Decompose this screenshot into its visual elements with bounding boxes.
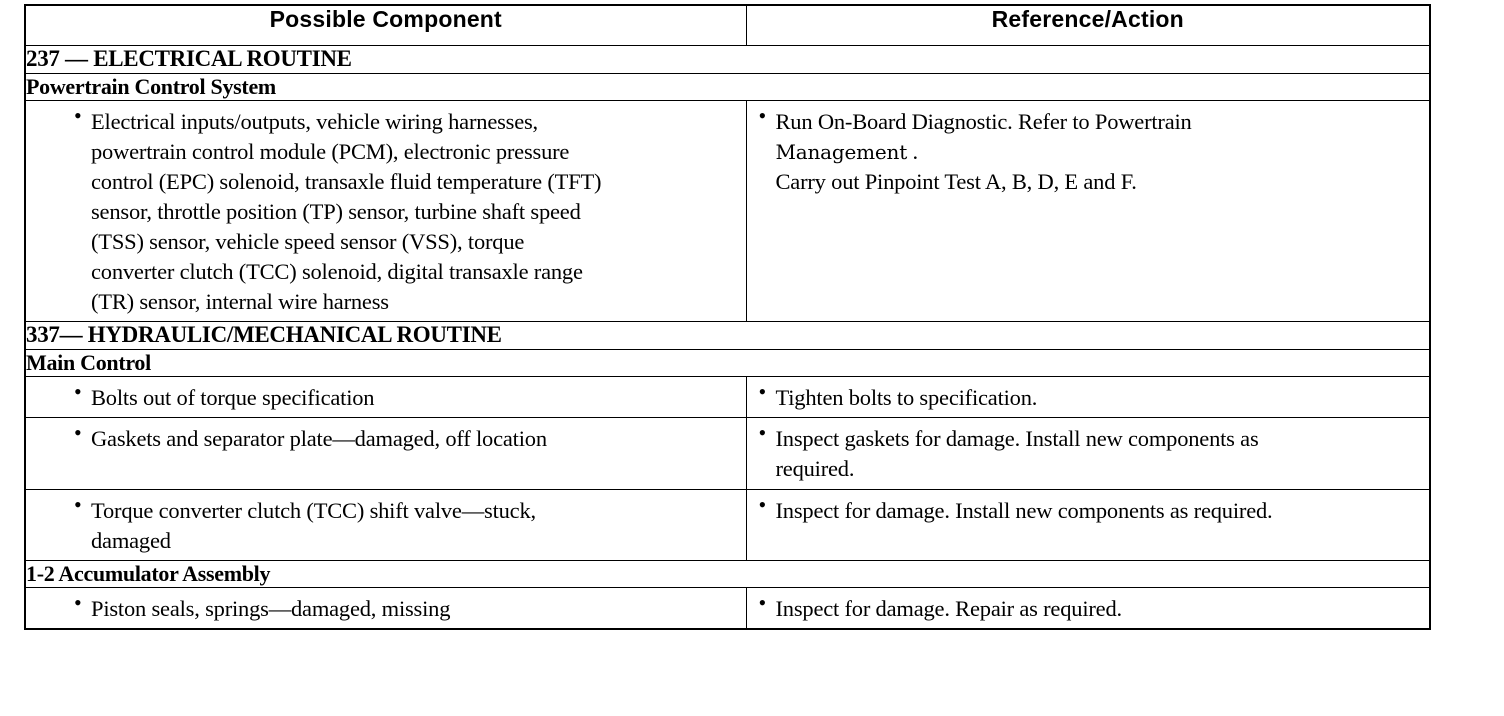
bullet-icon: • — [74, 492, 82, 517]
component-cell — [25, 418, 746, 490]
reference-line — [776, 137, 1420, 167]
action-line: Inspect for damage. Repair as required. — [775, 596, 1122, 621]
action-line: Carry out Pinpoint Test A, B, D, E and F. — [775, 169, 1137, 194]
subsection-title-main-control: Main Control — [25, 350, 1430, 377]
table-row — [25, 101, 1430, 322]
action-line: Tighten bolts to specification. — [775, 385, 1038, 410]
bullet-icon: • — [74, 103, 82, 128]
action-cell — [746, 588, 1430, 630]
component-cell — [25, 588, 746, 630]
section-title-electrical: 237 — ELECTRICAL ROUTINE — [25, 46, 1430, 74]
component-line: converter clutch (TCC) solenoid, digital transaxle range — [91, 259, 583, 284]
component-line: (TSS) sensor, vehicle speed sensor (VSS), torque — [91, 229, 525, 254]
component-line: sensor, throttle position (TP) sensor, turbine shaft speed — [91, 199, 581, 224]
component-line: Bolts out of torque specification — [91, 385, 375, 410]
bullet-icon: • — [74, 590, 82, 615]
bullet-icon: • — [758, 379, 767, 404]
action-line: required. — [775, 456, 855, 481]
component-line: (TR) sensor, internal wire harness — [91, 289, 389, 314]
section-title-hydraulic: 337— HYDRAULIC/MECHANICAL ROUTINE — [25, 322, 1430, 350]
bullet-icon: • — [74, 420, 82, 445]
table-row — [25, 490, 1430, 561]
component-line: Torque converter clutch (TCC) shift valve—stuck, — [91, 498, 536, 523]
subsection-row-main-control — [25, 350, 1430, 377]
action-cell — [746, 418, 1430, 490]
diagnostic-table — [24, 4, 1431, 630]
bullet-icon: • — [758, 590, 767, 615]
table-row — [25, 418, 1430, 490]
component-line: Gaskets and separator plate—damaged, off location — [91, 426, 547, 451]
action-cell — [746, 490, 1430, 561]
component-cell — [25, 377, 746, 418]
section-row-hydraulic — [25, 322, 1430, 350]
section-row-electrical — [25, 46, 1430, 74]
subsection-title-powertrain: Powertrain Control System — [25, 74, 1430, 101]
table-row — [25, 377, 1430, 418]
header-row — [25, 5, 1430, 46]
component-cell — [25, 101, 746, 322]
action-cell — [746, 377, 1430, 418]
bullet-icon: • — [758, 420, 767, 445]
header-possible-component: Possible Component — [25, 5, 746, 46]
bullet-icon: • — [74, 379, 82, 404]
component-line: Piston seals, springs—damaged, missing — [91, 596, 451, 621]
action-line: Inspect gaskets for damage. Install new components as — [775, 426, 1259, 451]
component-cell — [25, 490, 746, 561]
header-reference-action: Reference/Action — [746, 5, 1430, 46]
action-line: Run On-Board Diagnostic. Refer to Powertrain — [775, 109, 1192, 134]
subsection-row-powertrain — [25, 74, 1430, 101]
reference-link-powertrain-management[interactable]: Management — [775, 140, 908, 164]
action-line: Inspect for damage. Install new components as required. — [775, 498, 1273, 523]
subsection-title-accumulator: 1-2 Accumulator Assembly — [25, 561, 1430, 588]
component-line: control (EPC) solenoid, transaxle fluid temperature (TFT) — [91, 169, 602, 194]
bullet-icon: • — [758, 492, 767, 517]
table-row — [25, 588, 1430, 630]
component-line: damaged — [91, 528, 171, 553]
component-line: Electrical inputs/outputs, vehicle wiring harnesses, — [91, 109, 538, 134]
component-line: powertrain control module (PCM), electronic pressure — [91, 139, 570, 164]
bullet-icon: • — [758, 103, 767, 128]
subsection-row-accumulator — [25, 561, 1430, 588]
action-cell — [746, 101, 1430, 322]
reference-suffix: . — [907, 139, 918, 164]
